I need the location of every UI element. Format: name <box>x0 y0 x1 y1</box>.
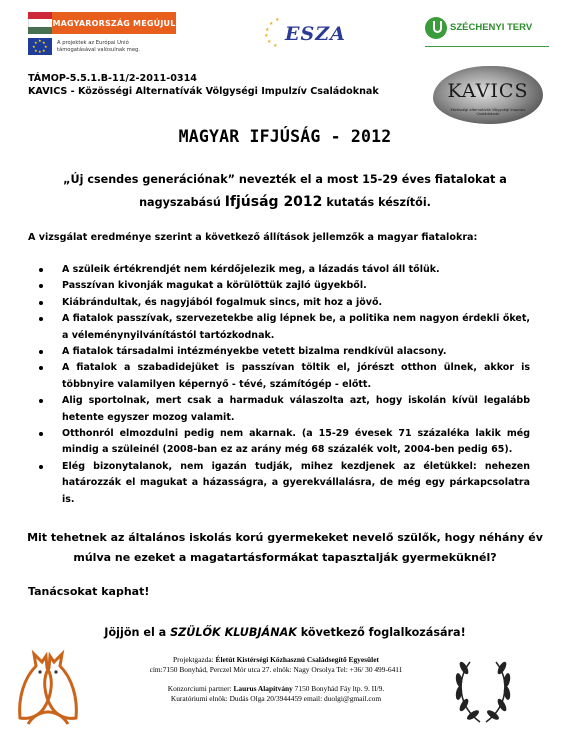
footer-line-3: Konzorciumi partner: Laurus Alapítvány 7150 Bonyhád Fáy ltp. 9. II/9. <box>167 683 385 693</box>
szechenyi-leaf-icon <box>425 17 447 39</box>
project-name: KAVICS - Közösségi Alternatívák Völgységi Impulzív Családoknak <box>28 85 379 97</box>
fox-couple-logo <box>14 648 82 730</box>
club-name: SZÜLŐK KLUBJÁNAK <box>170 626 297 639</box>
esza-stars-icon: ★ ★ ★ ★ ★ ★ <box>264 17 280 49</box>
document-title: MAGYAR IFJÚSÁG - 2012 <box>178 127 392 146</box>
findings-list <box>38 262 530 508</box>
szechenyi-label: SZÉCHENYI TERV <box>450 22 533 33</box>
hu-logo-label: MAGYARORSZÁG MEGÚJUL <box>52 12 176 34</box>
list-item: A szüleik értékrendjét nem kérdőjelezik meg, a lázadás távol áll tőlük. <box>38 262 530 278</box>
eu-flag-icon: ★ ★ ★ ★ ★ ★ ★ ★ <box>28 38 52 55</box>
list-item: Kiábrándultak, és nagyjából fogalmuk sincs, mit hoz a jövő. <box>38 295 530 311</box>
question-paragraph: Mit tehetnek az általános iskolás korú gyermekeket nevelő szülők, hogy néhány év múlva ne ezeket a magatartásformákat tapasztalják gyermeküknél? <box>27 531 543 564</box>
list-item: Elég bizonytalanok, nem igazán tudják, mihez kezdjenek az életükkel: nehezen határozzák el magukat a házasságra, a gyerekvállalásra, de még egy párkapcsolatra is. <box>38 459 530 508</box>
list-item: A fiatalok a szabadidejüket is passzívan töltik el, jórészt otthon ülnek, akkor is többnyire valamilyen képernyő - tévé, számítógép - előtt. <box>38 360 530 393</box>
list-item: Passzívan kivonják magukat a körülöttük zajló ügyekből. <box>38 278 530 294</box>
eu-support-text: A projektek az Európai Unió támogatásával valósulnak meg. <box>57 39 140 53</box>
intro-paragraph: „Új csendes generációnak” nevezték el a most 15-29 éves fiatalokat a nagyszabású Ifjúság 2012 kutatás készítői. <box>63 173 507 210</box>
project-info <box>28 73 379 98</box>
footer-text <box>96 655 456 704</box>
esza-label: ESZA <box>285 23 346 45</box>
list-item: A fiatalok társadalmi intézményekbe vetett bizalma rendkívül alacsony. <box>38 344 530 360</box>
project-code: TÁMOP-5.5.1.B-11/2-2011-0314 <box>28 73 197 84</box>
advice-line: Tanácsokat kaphat! <box>28 585 150 598</box>
esza-logo <box>263 13 346 55</box>
intro-highlight: Ifjúság 2012 <box>224 194 323 210</box>
footer-line-2: cím:7150 Bonyhád, Perczel Mór utca 27. elnök: Nagy Orsolya Tel: +36/ 30 499-6411 <box>149 665 403 675</box>
list-item: Otthonról elmozdulni pedig nem akarnak. (a 15-29 évesek 71 százaléka lakik még mindig a szüleinél (2008-ban ez az arány még 68 százalék volt, 2004-ben pedig 65). <box>38 426 530 459</box>
hungarian-flag-icon <box>28 12 52 34</box>
magyarorszag-megujul-logo <box>28 12 176 62</box>
lead-sentence: A vizsgálat eredménye szerint a következő állítások jellemzők a magyar fiatalokra: <box>28 232 478 243</box>
szechenyi-underline <box>425 46 549 47</box>
kavics-word: KAVICS <box>447 80 529 102</box>
szechenyi-terv-logo <box>425 17 549 53</box>
list-item: Alig sportolnak, mert csak a harmaduk válaszolta azt, hogy iskolán kívül legalább hetente egyszer mozog valamit. <box>38 393 530 426</box>
laurel-wreath-logo <box>450 650 516 730</box>
kavics-subtitle: Közösségi alternatívák Völgységi Impulzív Családoknak <box>450 108 526 116</box>
invitation-line: Jöjjön el a SZÜLŐK KLUBJÁNAK következő foglalkozására! <box>104 626 466 639</box>
list-item: A fiatalok passzívak, szervezetekbe alig lépnek be, a politika nem nagyon érdekli őket, a véleménynyilvánítástól tartózkodnak. <box>38 311 530 344</box>
footer-line-1: Projektgazda: Életút Kistérségi Közhasznú Családsegítő Egyesület <box>173 655 379 664</box>
kavics-stone-logo <box>433 66 543 124</box>
footer-line-4: Kuratóriumi elnök: Dudás Olga 20/3944459 email: duolgi@gmail.com <box>170 693 382 703</box>
